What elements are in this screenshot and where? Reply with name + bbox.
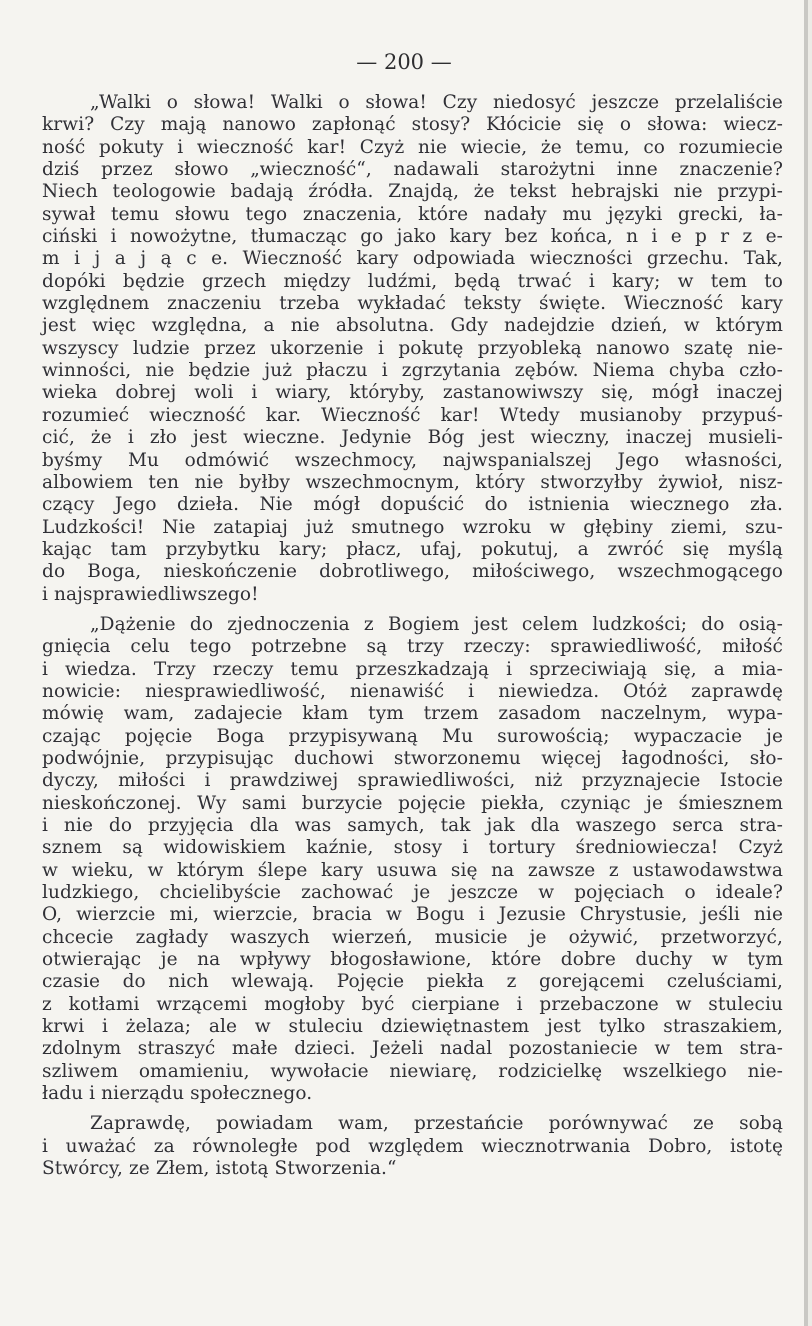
text-line: sznem są widowiskiem kaźnie, stosy i tortury średniowiecza! Czyż	[42, 837, 783, 859]
text-line: krwi i żelaza; ale w stuleciu dziewiętnastem jest tylko straszakiem,	[42, 1016, 783, 1038]
text-line: otwierając je na wpływy błogosławione, które dobre duchy w tym	[42, 949, 783, 971]
page-number: — 200 —	[356, 50, 452, 74]
text-line: Niech teologowie badają źródła. Znajdą, że tekst hebrajski nie przypi-	[42, 181, 783, 203]
text-line: m i j a j ą c e. Wieczność kary odpowiada wieczności grzechu. Tak,	[42, 248, 783, 270]
page-text	[42, 92, 783, 1181]
text-line: czając pojęcie Boga przypisywaną Mu surowością; wypaczacie je	[42, 725, 783, 747]
text-line: i wiedza. Trzy rzeczy temu przeszkadzają i sprzeciwiają się, a mia-	[42, 658, 783, 680]
text-line: z kotłami wrzącemi mogłoby być cierpiane i przebaczone w stuleciu	[42, 993, 783, 1015]
text-line: rozumieć wieczność kar. Wieczność kar! Wtedy musianoby przypuś-	[42, 404, 783, 426]
text-line: czasie do nich wlewają. Pojęcie piekła z gorejącemi czeluściami,	[42, 971, 783, 993]
text-line: czący Jego dzieła. Nie mógł dopuścić do istnienia wiecznego zła.	[42, 494, 783, 516]
text-line: gnięcia celu tego potrzebne są trzy rzeczy: sprawiedliwość, miłość	[42, 636, 783, 658]
text-line: O, wierzcie mi, wierzcie, bracia w Bogu i Jezusie Chrystusie, jeśli nie	[42, 904, 783, 926]
text-line: Ludzkości! Nie zatapiaj już smutnego wzroku w głębiny ziemi, szu-	[42, 516, 783, 538]
text-line: nieskończonej. Wy sami burzycie pojęcie piekła, czyniąc je śmiesznem	[42, 792, 783, 814]
text-line: cić, że i zło jest wieczne. Jedynie Bóg jest wieczny, inaczej musieli-	[42, 427, 783, 449]
text-line: Stwórcy, ze Złem, istotą Stworzenia.“	[42, 1158, 397, 1180]
text-line: i nie do przyjęcia dla was samych, tak jak dla waszego serca stra-	[42, 815, 783, 836]
text-line: dopóki będzie grzech między ludźmi, będą trwać i kary; w tem to	[42, 270, 783, 292]
text-line: Zaprawdę, powiadam wam, przestańcie porównywać ze sobą	[90, 1113, 783, 1135]
text-line: nowicie: niesprawiedliwość, nienawiść i niewiedza. Otóż zaprawdę	[42, 680, 783, 702]
text-line: względnem znaczeniu trzeba wykładać teksty święte. Wieczność kary	[42, 293, 783, 315]
text-line: „Dążenie do zjednoczenia z Bogiem jest celem ludzkości; do osią-	[90, 613, 783, 635]
text-line: ładu i nierządu społecznego.	[42, 1083, 313, 1105]
text-line: sywał temu słowu tego znaczenia, które nadały mu języki grecki, ła-	[42, 203, 783, 225]
text-line: chcecie zagłady waszych wierzeń, musicie je ożywić, przetworzyć,	[42, 926, 783, 948]
text-line: wszyscy ludzie przez ukorzenie i pokutę przyobleką nanowo szatę nie-	[42, 337, 783, 359]
text-line: zdolnym straszyć małe dzieci. Jeżeli nadal pozostaniecie w tem stra-	[42, 1038, 783, 1060]
text-line: podwójnie, przypisując duchowi stworzonemu więcej łagodności, sło-	[42, 747, 783, 769]
text-line: ność pokuty i wieczność kar! Czyż nie wiecie, że temu, co rozumiecie	[42, 136, 783, 158]
text-line: i najsprawiedliwszego!	[42, 583, 259, 605]
paragraph	[42, 614, 783, 1106]
text-line: winności, nie będzie już płaczu i zgrzytania zębów. Niema chyba czło-	[42, 360, 783, 382]
text-line: mówię wam, zadajecie kłam tym trzem zasadom naczelnym, wypa-	[42, 703, 783, 725]
text-line: jest więc względna, a nie absolutna. Gdy nadejdzie dzień, w którym	[42, 315, 783, 337]
text-line: ludzkiego, chcielibyście zachować je jeszcze w pojęciach o ideale?	[42, 882, 783, 904]
paragraph	[42, 1113, 783, 1180]
text-line: dziś przez słowo „wieczność“, nadawali starożytni inne znaczenie?	[42, 159, 783, 181]
text-line: kając tam przybytku kary; płacz, ufaj, pokutuj, a zwróć się myślą	[42, 538, 783, 560]
text-line: i uważać za równoległe pod względem wiecznotrwania Dobro, istotę	[42, 1135, 783, 1157]
text-line: dyczy, miłości i prawdziwej sprawiedliwości, niż przyznajecie Istocie	[42, 770, 783, 792]
paragraph	[42, 92, 783, 606]
text-line: do Boga, nieskończenie dobrotliwego, miłościwego, wszechmogącego	[42, 561, 783, 583]
text-line: „Walki o słowa! Walki o słowa! Czy niedosyć jeszcze przelaliście	[90, 92, 783, 113]
text-line: ciński i nowożytne, tłumacząc go jako kary bez końca, n i e p r z e-	[42, 226, 783, 248]
text-line: albowiem ten nie byłby wszechmocnym, który stworzyłby żywioł, nisz-	[42, 471, 783, 493]
text-line: krwi? Czy mają nanowo zapłonąć stosy? Kłócicie się o słowa: wiecz-	[42, 114, 783, 136]
text-line: w wieku, w którym ślepe kary usuwa się na zawsze z ustawodawstwa	[42, 859, 783, 881]
text-line: byśmy Mu odmówić wszechmocy, najwspanialszej Jego własności,	[42, 449, 783, 471]
text-line: szliwem omamieniu, wywołacie niewiarę, rodzicielkę wszelkiego nie-	[42, 1060, 783, 1082]
text-line: wieka dobrej woli i wiary, któryby, zastanowiwszy się, mógł inaczej	[42, 382, 783, 404]
